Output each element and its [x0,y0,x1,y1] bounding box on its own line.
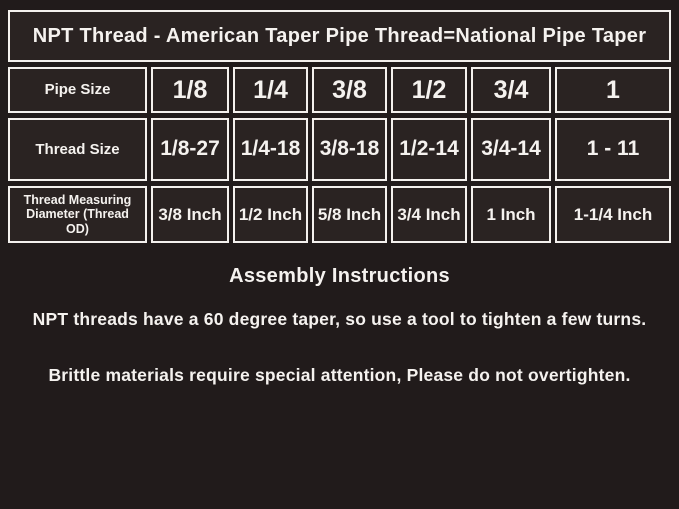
table-cell-thread-size-1: 1/8-27 [151,118,229,181]
table-cell-thread-size-4: 1/2-14 [391,118,467,181]
table-cell-thread-size-2: 1/4-18 [233,118,308,181]
row-label-thread-od: Thread Measuring Diameter (Thread OD) [8,186,147,243]
row-label-thread-size: Thread Size [8,118,147,181]
instruction-line-taper: NPT threads have a 60 degree taper, so use a tool to tighten a few turns. [32,309,647,329]
assembly-instructions-heading: Assembly Instructions [229,265,450,287]
table-cell-pipe-size-1: 1/8 [151,67,229,113]
table-cell-pipe-size-6: 1 [555,67,671,113]
table-cell-thread-size-3: 3/8-18 [312,118,387,181]
table-row-pipe-size [8,67,671,113]
table-cell-thread-od-4: 3/4 Inch [391,186,467,243]
title-bar [8,10,671,62]
table-cell-thread-od-1: 3/8 Inch [151,186,229,243]
table-row-thread-od [8,186,671,243]
table-cell-pipe-size-2: 1/4 [233,67,308,113]
table-row-thread-size [8,118,671,181]
page-title: NPT Thread - American Taper Pipe Thread=National Pipe Taper [32,24,647,47]
table-cell-thread-od-6: 1-1/4 Inch [555,186,671,243]
table-cell-thread-size-6: 1 - 11 [555,118,671,181]
table-cell-pipe-size-4: 1/2 [391,67,467,113]
instruction-line-brittle: Brittle materials require special attention, Please do not overtighten. [48,365,631,385]
table-cell-thread-od-5: 1 Inch [471,186,551,243]
row-label-pipe-size: Pipe Size [8,67,147,113]
assembly-instructions-section [8,265,671,386]
table-cell-thread-size-5: 3/4-14 [471,118,551,181]
table-cell-thread-od-3: 5/8 Inch [312,186,387,243]
table-cell-pipe-size-5: 3/4 [471,67,551,113]
table-cell-pipe-size-3: 3/8 [312,67,387,113]
table-cell-thread-od-2: 1/2 Inch [233,186,308,243]
